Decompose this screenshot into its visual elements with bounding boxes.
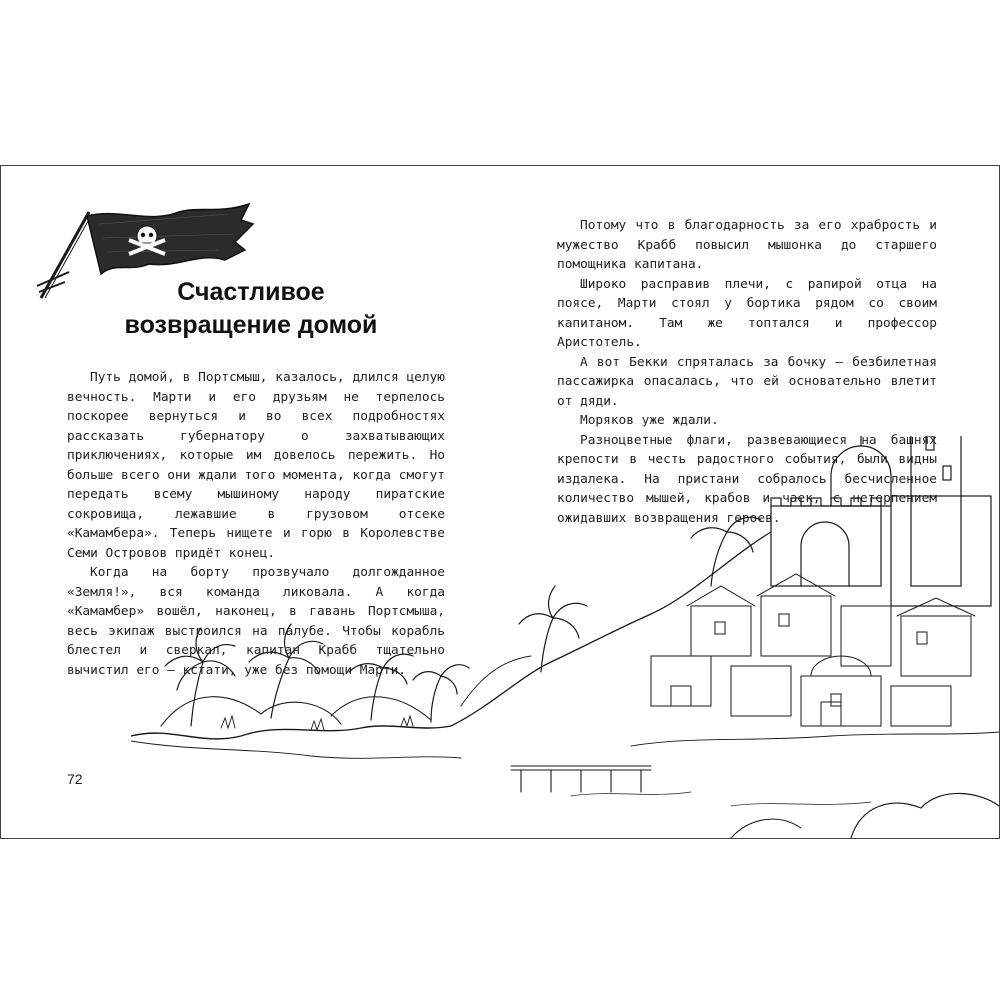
- left-paragraph-2: Когда на борту прозвучало долгожданное «Земля!», вся команда ликовала. А когда «Камамбер» вошёл, наконец, в гавань Портсмыша, весь экипаж выстроился на палубе. Чтобы корабль блестел и сверкал, капитан Крабб тщательно вычистил его — кстати, уже без помощи Марти.: [67, 565, 445, 678]
- right-paragraph-1: Потому что в благодарность за его храбрость и мужество Крабб повысил мышонка до старшего помощника капитана.: [557, 218, 937, 272]
- right-paragraph-3: А вот Бекки спряталась за бочку — безбилетная пассажирка опасалась, что ей основательно влетит от дяди.: [557, 354, 937, 409]
- right-paragraph-2: Широко расправив плечи, с рапирой отца на поясе, Марти стоял у бортика рядом со своим капитаном. Там же топтался и профессор Аристотель.: [557, 276, 937, 350]
- book-spread: [0, 165, 1000, 839]
- left-paragraph-1: Путь домой, в Портсмыш, казалось, длился целую вечность. Марти и его друзьям не терпелось поскорее вернуться и во всех подробностях рассказать губернатору о захватывающих приключениях, которые им довелось пережить. Но больше всего они ждали того момента, когда смогут передать всему мышиному народу пиратские сокровища, лежавшие в грузовом отсеке «Камамбера». Теперь нищете и горю в Королевстве Семи Островов придёт конец.: [67, 370, 445, 561]
- island-harbor-illustration: [131, 436, 999, 838]
- right-paragraph-4: Моряков уже ждали.: [580, 413, 719, 428]
- right-paragraph-5: Разноцветные флаги, развевающиеся на башнях крепости в честь радостного события, были видны издалека. На пристани собралось бесчисленное количество мышей, крабов и чаек, с нетерпением ожидавших возвращения героев.: [557, 432, 937, 526]
- page-number: 72: [67, 771, 83, 787]
- chapter-title-line-2: возвращение домой: [124, 311, 378, 339]
- chapter-title: [101, 276, 401, 342]
- chapter-title-line-1: Счастливое: [177, 278, 325, 306]
